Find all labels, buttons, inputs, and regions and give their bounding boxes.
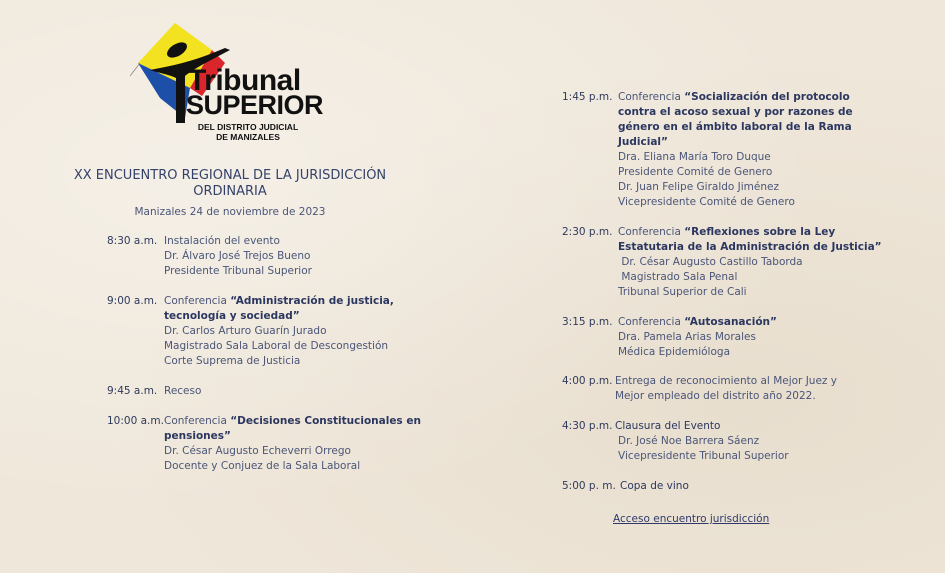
conference-title: género en el ámbito laboral de la Rama xyxy=(618,121,852,133)
conference-title: “Administración de justicia, xyxy=(230,295,394,307)
tribunal-logo xyxy=(130,18,324,146)
agenda-line: Magistrado Sala Laboral de Descongestión xyxy=(164,340,389,352)
agenda-time: 4:00 p.m. xyxy=(562,375,613,387)
logo-subtitle xyxy=(186,122,310,142)
agenda-time: 8:30 a.m. xyxy=(107,235,158,247)
agenda-time: 4:30 p.m. xyxy=(562,420,613,432)
agenda-prefix: Conferencia xyxy=(164,415,231,427)
agenda-line: Presidente Tribunal Superior xyxy=(164,265,312,277)
event-date: Manizales 24 de noviembre de 2023 xyxy=(134,206,326,218)
agenda-prefix: Conferencia xyxy=(164,295,231,307)
agenda-line: Entrega de reconocimiento al Mejor Juez y xyxy=(615,375,837,387)
conference-title: tecnología y sociedad” xyxy=(164,310,300,322)
conference-title: Estatutaria de la Administración de Justicia” xyxy=(618,241,882,253)
agenda-prefix: Conferencia xyxy=(618,91,685,103)
event-title-line2: ORDINARIA xyxy=(193,184,267,199)
logo-subtitle-line2: DE MANIZALES xyxy=(216,132,280,142)
agenda-prefix: Conferencia xyxy=(618,316,685,328)
agenda-line: Dr. César Augusto Echeverri Orrego xyxy=(164,445,351,457)
conference-title: “Socialización del protocolo xyxy=(684,91,850,103)
agenda-line: Copa de vino xyxy=(620,480,689,492)
conference-title: pensiones” xyxy=(164,430,231,442)
agenda-line: Dr. José Noe Barrera Sáenz xyxy=(618,435,760,447)
agenda-time: 3:15 p.m. xyxy=(562,316,613,328)
agenda-line: Vicepresidente Tribunal Superior xyxy=(618,450,789,462)
logo-superior-text: SUPERIOR xyxy=(186,90,324,120)
agenda-line: Dr. Juan Felipe Giraldo Jiménez xyxy=(618,181,779,193)
logo-tribunal-text: Tribunal xyxy=(188,64,301,97)
agenda-line: Docente y Conjuez de la Sala Laboral xyxy=(164,460,361,472)
agenda-line: Tribunal Superior de Cali xyxy=(618,286,747,298)
logo-subtitle-line1: DEL DISTRITO JUDICIAL xyxy=(197,122,299,132)
agenda-line: Magistrado Sala Penal xyxy=(618,271,738,283)
agenda-line: Médica Epidemióloga xyxy=(618,346,730,358)
event-title-line1: XX ENCUENTRO REGIONAL DE LA JURISDICCIÓN xyxy=(73,168,387,183)
agenda-time: 5:00 p. m. xyxy=(562,480,616,492)
agenda-line: Presidente Comité de Genero xyxy=(618,166,773,178)
agenda-line: Instalación del evento xyxy=(164,235,280,247)
conference-title: contra el acoso sexual y por razones de xyxy=(618,106,853,118)
agenda-line: Receso xyxy=(164,385,202,397)
agenda-time: 9:00 a.m. xyxy=(107,295,158,307)
agenda-line: Corte Suprema de Justicia xyxy=(164,355,301,367)
event-title xyxy=(40,168,420,200)
agenda-line: Clausura del Evento xyxy=(615,420,721,432)
conference-title: Judicial” xyxy=(618,136,668,148)
agenda-line: Dr. Álvaro José Trejos Bueno xyxy=(164,250,311,262)
agenda-time: 2:30 p.m. xyxy=(562,226,613,238)
agenda-time: 9:45 a.m. xyxy=(107,385,158,397)
access-event-link[interactable]: Acceso encuentro jurisdicción xyxy=(613,513,770,525)
agenda-time: 1:45 p.m. xyxy=(562,91,613,103)
agenda-prefix: Conferencia xyxy=(618,226,685,238)
agenda-line: Dra. Eliana María Toro Duque xyxy=(618,151,771,163)
agenda-line: Vicepresidente Comité de Genero xyxy=(618,196,795,208)
agenda-line: Dra. Pamela Arias Morales xyxy=(618,331,756,343)
conference-title: “Decisiones Constitucionales en xyxy=(230,415,421,427)
agenda-time: 10:00 a.m. xyxy=(107,415,164,427)
agenda-line: Dr. Carlos Arturo Guarín Jurado xyxy=(164,325,327,337)
conference-title: “Autosanación” xyxy=(684,316,777,328)
agenda-line: Dr. César Augusto Castillo Taborda xyxy=(618,256,803,268)
agenda-line: Mejor empleado del distrito año 2022. xyxy=(615,390,816,402)
conference-title: “Reflexiones sobre la Ley xyxy=(684,226,836,238)
